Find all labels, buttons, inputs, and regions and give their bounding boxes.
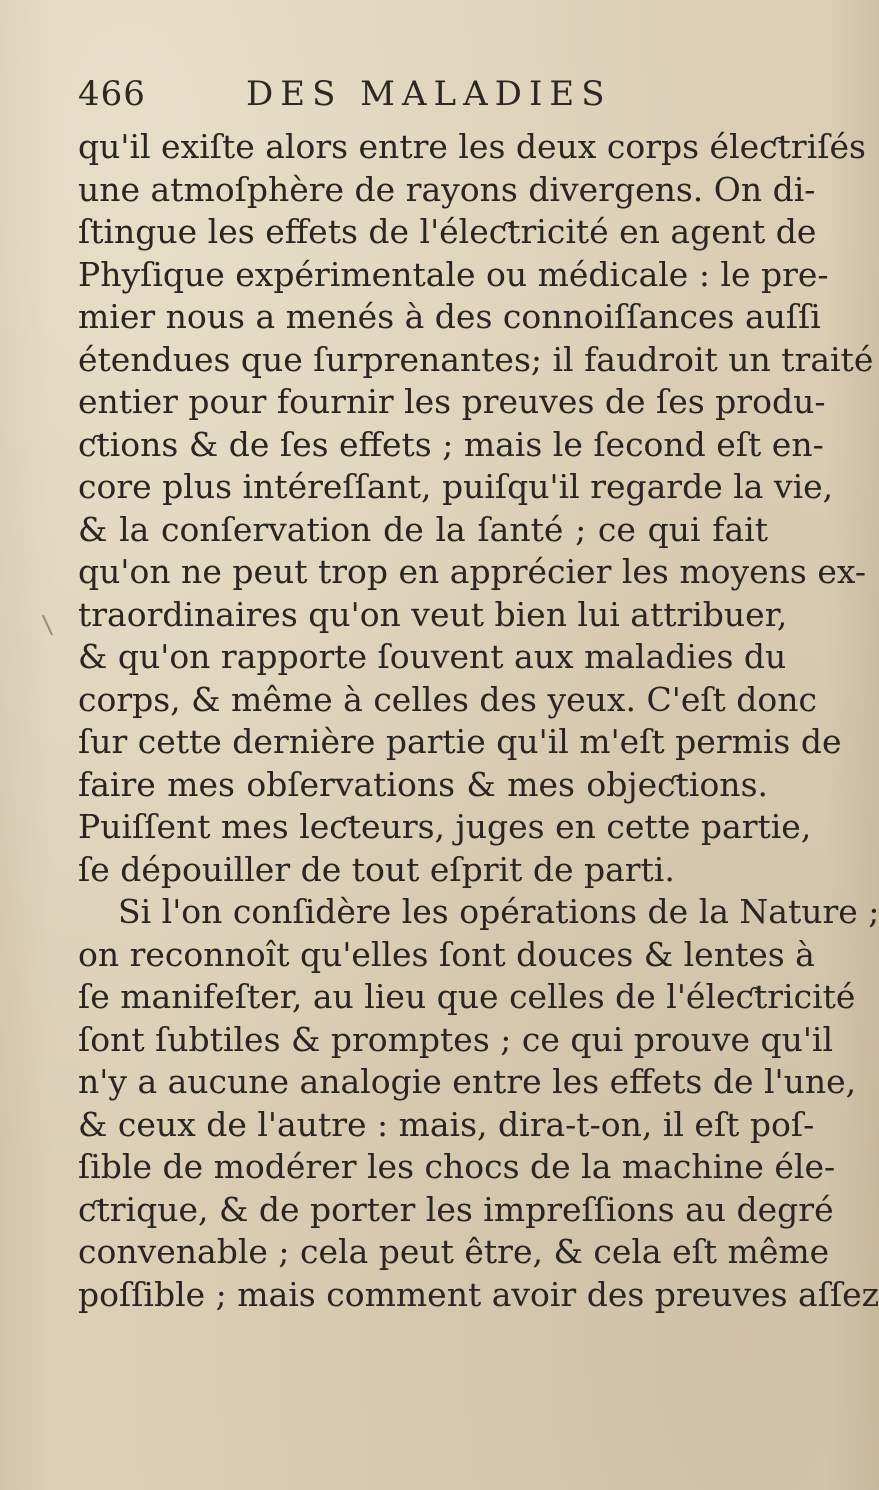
text-line: corps, & même à celles des yeux. C'eſt donc [78,679,818,719]
text-line: ſont ſubtiles & promptes ; ce qui prouve qu'il [78,1019,834,1059]
text-line: une atmoſphère de rayons divergens. On di- [78,169,816,209]
text-line: poſſible ; mais comment avoir des preuves aſſez [78,1274,879,1314]
running-head [78,74,758,124]
paragraph-1 [78,126,874,891]
text-line: qu'on ne peut trop en apprécier les moyens ex- [78,552,867,591]
text-line: & qu'on rapporte ſouvent aux maladies du [78,637,787,676]
text-line: ſe manifeſter, au lieu que celles de l'éleƈtricité [78,977,856,1016]
text-line: étendues que ſurprenantes; il faudroit un traité [78,339,874,379]
text-line: ƈtrique, & de porter les impreſſions au degré [78,1189,834,1229]
page-number: 466 [78,74,146,114]
text-line: mier nous a menés à des connoiſſances auſſi [78,297,821,336]
body-text [78,126,879,1316]
paragraph-2 [78,891,879,1316]
text-line: traordinaires qu'on veut bien lui attribuer, [78,594,788,634]
text-line: & ceux de l'autre : mais, dira-t-on, il eſt poſ- [78,1104,815,1144]
text-line: & la conſervation de la ſanté ; ce qui fait [78,509,768,549]
text-line: convenable ; cela peut être, & cela eſt même [78,1232,830,1271]
text-line: ſible de modérer les chocs de la machine éle- [78,1147,836,1186]
text-line: Phyſique expérimentale ou médicale : le pre- [78,254,829,294]
text-line: n'y a aucune analogie entre les effets de l'une, [78,1062,857,1101]
text-line: ſe dépouiller de tout eſprit de parti. [78,849,675,889]
margin-mark [42,610,62,635]
text-line: core plus intéreſſant, puiſqu'il regarde la vie, [78,467,834,506]
text-line: entier pour fournir les preuves de ſes produ- [78,382,826,421]
running-title: DES MALADIES [246,74,612,114]
text-line: ſtingue les effets de l'éleƈtricité en agent de [78,212,817,251]
text-line: Puiſſent mes leƈteurs, juges en cette partie, [78,807,812,846]
text-line: ƈtions & de ſes effets ; mais le ſecond eſt en- [78,424,824,464]
text-line: Si l'on conſidère les opérations de la Nature ; [118,892,879,931]
text-line: on reconnoît qu'elles ſont douces & lentes à [78,934,815,974]
text-line: faire mes obſervations & mes objeƈtions. [78,764,768,804]
text-line: qu'il exiſte alors entre les deux corps éleƈtriſés [78,127,866,166]
text-line: ſur cette dernière partie qu'il m'eſt permis de [78,722,842,761]
